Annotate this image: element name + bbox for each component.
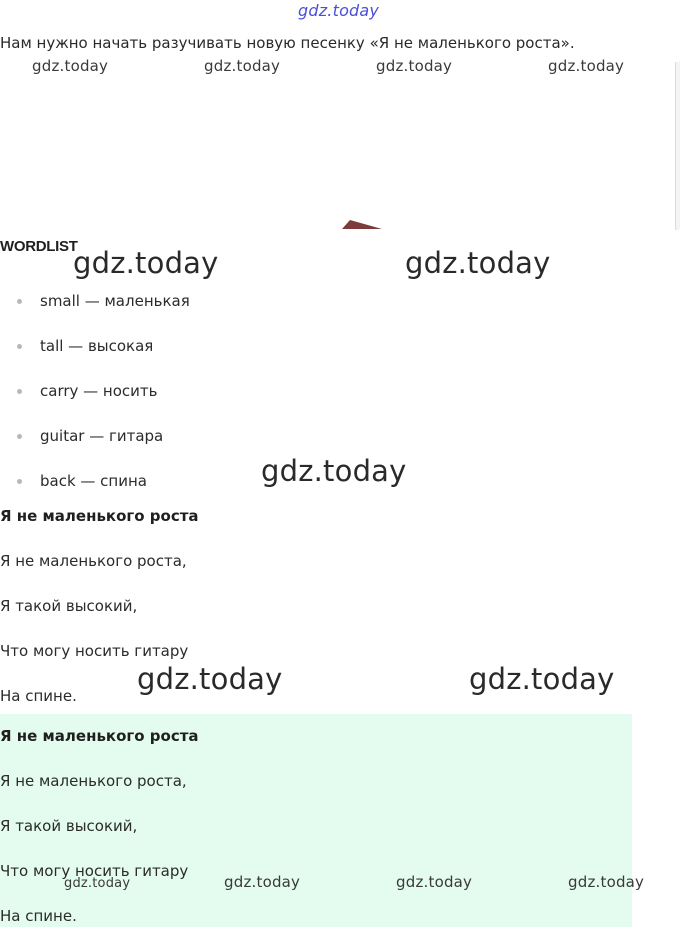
song-line: Что могу носить гитару xyxy=(0,642,189,660)
translation-line: Я такой высокий, xyxy=(0,817,138,835)
translation-line: На спине. xyxy=(0,907,77,925)
bullet-icon xyxy=(17,389,22,394)
translation-line: Что могу носить гитару xyxy=(0,862,189,880)
watermark: gdz.today xyxy=(376,57,453,75)
list-item xyxy=(0,324,190,369)
translation-title: Я не маленького роста xyxy=(0,727,199,745)
watermark: gdz.today xyxy=(32,57,109,75)
intro-text: Нам нужно начать разучивать новую песенку «Я не маленького роста». xyxy=(0,34,575,52)
watermark: gdz.today xyxy=(469,662,615,696)
watermark: gdz.today xyxy=(204,57,281,75)
scrollbar[interactable] xyxy=(675,62,680,230)
song-line: На спине. xyxy=(0,687,77,705)
watermark: gdz.today xyxy=(405,246,551,280)
bullet-icon xyxy=(17,299,22,304)
wordlist xyxy=(0,279,190,504)
translation-line: Я не маленького роста, xyxy=(0,772,187,790)
translation-block xyxy=(0,714,632,927)
song-line: Я такой высокий, xyxy=(0,597,138,615)
word-item-label: back — спина xyxy=(40,472,147,490)
bullet-icon xyxy=(17,479,22,484)
word-item-label: tall — высокая xyxy=(40,337,154,355)
watermark-top: gdz.today xyxy=(298,1,380,20)
list-item xyxy=(0,369,190,414)
list-item xyxy=(0,414,190,459)
word-item-label: guitar — гитара xyxy=(40,427,164,445)
word-item-label: carry — носить xyxy=(40,382,158,400)
watermark: gdz.today xyxy=(64,876,131,891)
watermark: gdz.today xyxy=(396,873,473,891)
watermark: gdz.today xyxy=(548,57,625,75)
watermark: gdz.today xyxy=(137,662,283,696)
watermark: gdz.today xyxy=(73,246,219,280)
wordlist-title: WORDLIST xyxy=(0,238,78,255)
word-item-label: small — маленькая xyxy=(40,292,190,310)
watermark: gdz.today xyxy=(224,873,301,891)
bullet-icon xyxy=(17,434,22,439)
bullet-icon xyxy=(17,344,22,349)
watermark: gdz.today xyxy=(261,454,407,488)
list-item xyxy=(0,279,190,324)
song-title: Я не маленького роста xyxy=(0,507,199,525)
song-line: Я не маленького роста, xyxy=(0,552,187,570)
watermark: gdz.today xyxy=(568,873,645,891)
decorative-shape xyxy=(342,220,382,229)
